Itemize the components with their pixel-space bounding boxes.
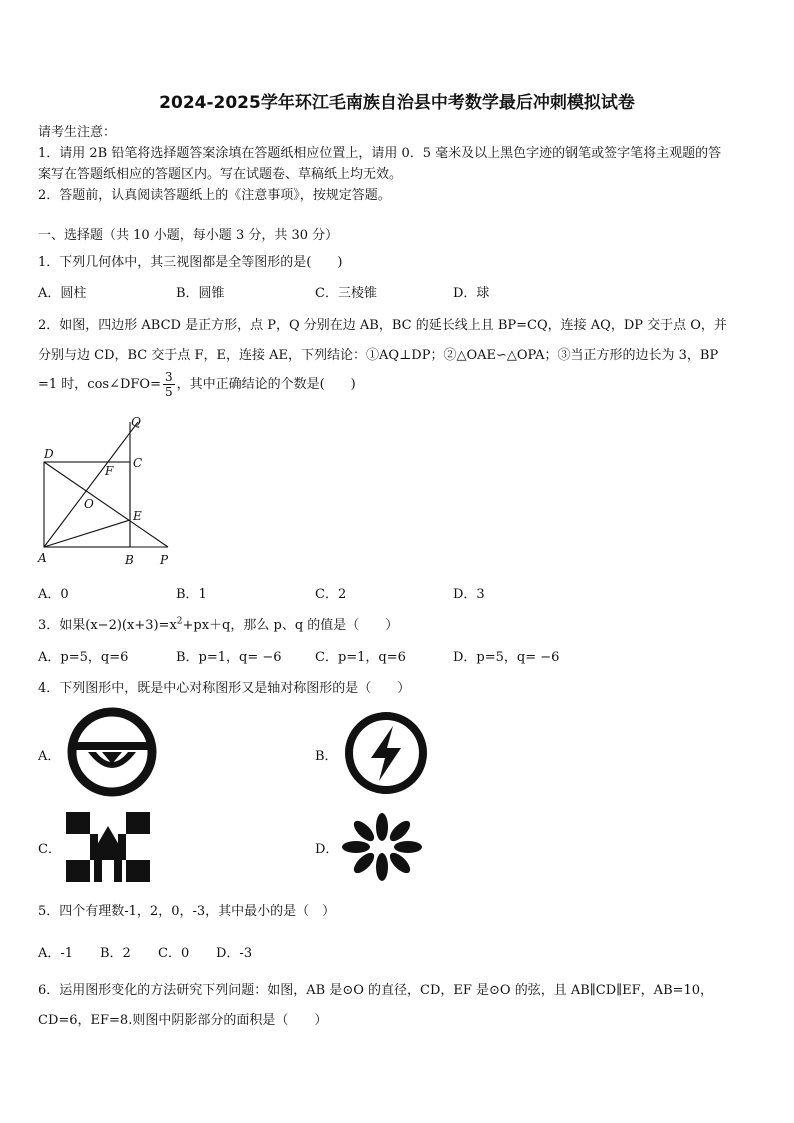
label-d: D xyxy=(44,447,54,461)
q1-option-d: D．球 xyxy=(453,286,490,301)
question-2-line-3 xyxy=(38,370,356,399)
question-2-line-2: 分别与边 CD，BC 交于点 F，E，连接 AE，下列结论：①AQ⊥DP；②△OAE∽△OPA；③当正方形的边长为 3，BP xyxy=(38,348,719,363)
q4-option-d: D． xyxy=(315,842,339,857)
q2-line3-text: =1 时，cos∠DFO= xyxy=(38,377,161,392)
block-pattern-icon-c xyxy=(64,810,152,884)
q4-option-b: B． xyxy=(315,749,338,764)
flower-icon-d xyxy=(340,812,424,882)
emblem-icon-a xyxy=(66,706,158,798)
page-title: 2024-2025学年环江毛南族自治县中考数学最后冲刺模拟试卷 xyxy=(159,93,635,113)
q3-option-c: C．p=1，q=6 xyxy=(315,650,406,665)
question-5-stem: 5．四个有理数-1，2，0，-3，其中最小的是（ ） xyxy=(38,904,336,919)
q1-option-c: C．三棱锥 xyxy=(315,286,377,301)
label-o: O xyxy=(84,497,94,511)
label-c: C xyxy=(133,456,143,470)
question-1-stem: 1．下列几何体中，其三视图都是全等图形的是( ) xyxy=(38,255,343,270)
q2-line3-text-end: ，其中正确结论的个数是( ) xyxy=(176,377,356,392)
label-e: E xyxy=(133,509,142,523)
question-3-stem xyxy=(38,614,398,633)
q5-option-d: D．-3 xyxy=(216,946,253,961)
q3-option-b: B．p=1，q= −6 xyxy=(176,650,282,665)
q1-option-b: B．圆锥 xyxy=(176,286,225,301)
section-heading: 一、选择题（共 10 小题，每小题 3 分，共 30 分） xyxy=(38,228,339,243)
q3-stem-text-end: +px＋q，那么 p、q 的值是（ ） xyxy=(182,618,399,633)
q5-option-c: C．0 xyxy=(158,946,190,961)
q5-option-a: A．-1 xyxy=(38,946,74,961)
line-ae xyxy=(44,520,130,547)
question-6-line-1: 6．运用图形变化的方法研究下列问题：如图，AB 是⊙O 的直径，CD，EF 是⊙O 的弦，且 AB∥CD∥EF，AB=10， xyxy=(38,983,714,998)
fraction xyxy=(163,370,175,399)
q2-option-c: C．2 xyxy=(315,587,347,602)
label-q: Q xyxy=(131,415,141,429)
q3-stem-text: 3．如果(x−2)(x+3)=x xyxy=(38,618,177,633)
question-4-stem: 4．下列图形中，既是中心对称图形又是轴对称图形的是（ ） xyxy=(38,681,411,696)
question-2-line-1: 2．如图，四边形 ABCD 是正方形，点 P，Q 分别在边 AB，BC 的延长线上且 BP=CQ，连接 AQ，DP 交于点 O，并 xyxy=(38,318,727,333)
q3-option-a: A．p=5，q=6 xyxy=(38,650,129,665)
q3-exponent: 2 xyxy=(176,616,183,627)
label-f: F xyxy=(105,464,114,478)
label-b: B xyxy=(125,553,134,567)
q2-option-b: B．1 xyxy=(176,587,207,602)
label-p: P xyxy=(160,553,169,567)
notice-item-1: 1．请用 2B 铅笔将选择题答案涂填在答题纸相应位置上，请用 0．5 毫米及以上黑色字迹的钢笔或签字笔将主观题的答 xyxy=(38,146,722,161)
q4-option-c: C． xyxy=(38,842,61,857)
q4-option-a: A． xyxy=(38,749,61,764)
label-a: A xyxy=(38,551,47,565)
notice-heading: 请考生注意： xyxy=(38,125,117,140)
q2-option-a: A．0 xyxy=(38,587,69,602)
q5-option-b: B．2 xyxy=(100,946,131,961)
lightning-icon-b xyxy=(341,708,431,798)
q3-option-d: D．p=5，q= −6 xyxy=(453,650,560,665)
fraction-numerator: 3 xyxy=(164,370,173,384)
line-aq xyxy=(44,422,138,547)
q1-option-a: A．圆柱 xyxy=(38,286,87,301)
notice-item-1-cont: 案写在答题纸相应的答题区内。写在试题卷、草稿纸上均无效。 xyxy=(38,167,403,182)
square-figure xyxy=(36,412,176,570)
fraction-denominator: 5 xyxy=(164,385,173,399)
notice-item-2: 2．答题前，认真阅读答题纸上的《注意事项》，按规定答题。 xyxy=(38,188,391,203)
question-6-line-2: CD=6，EF=8.则图中阴影部分的面积是（ ） xyxy=(38,1013,328,1028)
q2-option-d: D．3 xyxy=(453,587,485,602)
